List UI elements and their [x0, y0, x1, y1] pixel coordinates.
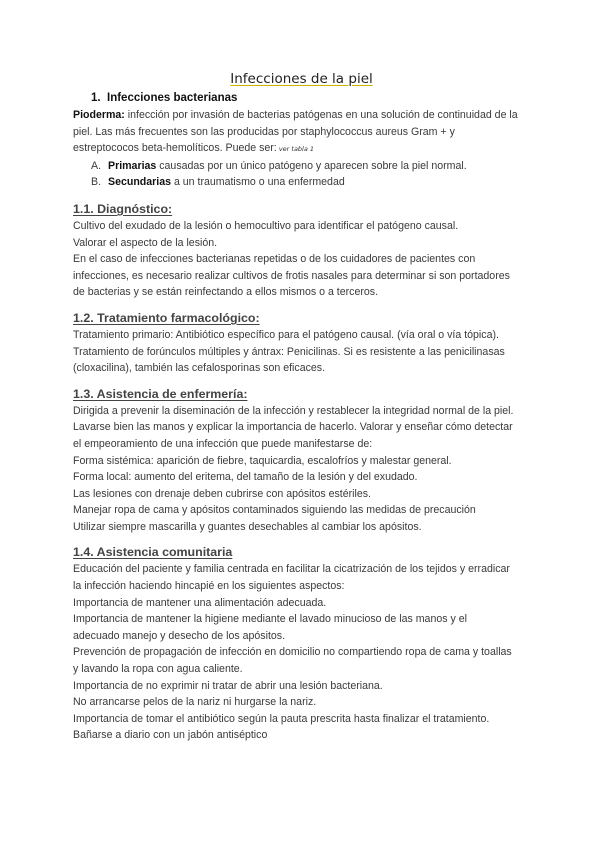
paragraph-line: Educación del paciente y familia centrada en facilitar la cicatrización de los tejidos y erradicar — [73, 563, 510, 576]
section-asistencia-comunitaria — [73, 543, 530, 744]
paragraph-line: la infección haciendo hincapié en los siguientes aspectos: — [73, 580, 345, 593]
paragraph-line: En el caso de infecciones bacterianas repetidas o de los cuidadores de pacientes con — [73, 253, 476, 266]
section-asistencia-enfermeria — [73, 385, 530, 536]
table-reference-note: ver tabla 1 — [276, 145, 315, 154]
pioderma-line-2: piel. Las más frecuentes son las producidas por staphylococcus aureus Gram + y — [73, 125, 455, 138]
heading-infecciones-bacterianas: 1. Infecciones bacterianas — [91, 92, 238, 104]
paragraph-line: el empeoramiento de una infección que puede manifestarse de: — [73, 437, 373, 450]
section-heading: 1.4. Asistencia comunitaria — [73, 545, 233, 560]
paragraph-line: Tratamiento de forúnculos múltiples y ántrax: Penicilinas. Si es resistente a las penicilinasas — [73, 345, 505, 358]
section-heading: 1.3. Asistencia de enfermería: — [73, 386, 248, 401]
paragraph-line: Lavarse bien las manos y explicar la importancia de hacerlo. Valorar y enseñar cómo detectar — [73, 421, 513, 434]
paragraph-line: Tratamiento primario: Antibiótico específico para el patógeno causal. (vía oral o vía tópica). — [73, 328, 499, 341]
section-diagnostico — [73, 200, 530, 301]
paragraph-line: Importancia de mantener una alimentación adecuada. — [73, 596, 327, 609]
pioderma-line-3: estreptococos beta-hemolíticos. Puede ser: ver tabla 1 — [73, 142, 315, 155]
paragraph-line: infecciones, es necesario realizar cultivos de frotis nasales para determinar si son portadores — [73, 269, 510, 282]
pioderma-types-list — [73, 158, 530, 191]
paragraph-line: Prevención de propagación de infección en domicilio no compartiendo ropa de cama y toallas — [73, 646, 512, 659]
paragraph-line: Importancia de no exprimir ni tratar de abrir una lesión bacteriana. — [73, 679, 383, 692]
paragraph-line: Bañarse a diario con un jabón antiséptico — [73, 729, 268, 742]
section-heading: 1.1. Diagnóstico: — [73, 201, 173, 216]
paragraph-line: Importancia de mantener la higiene mediante el lavado minucioso de las manos y el — [73, 613, 467, 626]
paragraph-line: y lavando la ropa con agua caliente. — [73, 663, 243, 676]
section-tratamiento — [73, 309, 530, 377]
paragraph-line: Las lesiones con drenaje deben cubrirse con apósitos estériles. — [73, 487, 371, 500]
list-item: A. Primarias causadas por un único patógeno y aparecen sobre la piel normal. — [91, 159, 467, 172]
paragraph-line: (cloxacilina), también las cefalosporinas son eficaces. — [73, 362, 326, 375]
paragraph-line: Forma sistémica: aparición de fiebre, taquicardia, escalofríos y malestar general. — [73, 454, 452, 467]
paragraph-line: de bacterias y se están reinfectando a ellos mismos o a terceros. — [73, 286, 379, 299]
paragraph-line: adecuado manejo y desecho de los apósitos. — [73, 629, 286, 642]
pioderma-line-1: Pioderma: infección por invasión de bacterias patógenas en una solución de continuidad de la — [73, 109, 518, 121]
paragraph-line: Utilizar siempre mascarilla y guantes desechables al cambiar los apósitos. — [73, 520, 422, 533]
paragraph-line: Cultivo del exudado de la lesión o hemocultivo para identificar el patógeno causal. — [73, 219, 459, 232]
list-item: B. Secundarias a un traumatismo o una enfermedad — [91, 176, 345, 189]
document-title: Infecciones de la piel — [230, 71, 373, 87]
paragraph-line: Forma local: aumento del eritema, del tamaño de la lesión y del exudado. — [73, 471, 418, 484]
paragraph-line: Dirigida a prevenir la diseminación de la infección y restablecer la integridad normal de la piel. — [73, 404, 514, 417]
paragraph-line: Importancia de tomar el antibiótico según la pauta prescrita hasta finalizar el tratamiento. — [73, 712, 490, 725]
pioderma-paragraph — [73, 107, 530, 158]
paragraph-line: Manejar ropa de cama y apósitos contaminados siguiendo las medidas de precaución — [73, 504, 476, 517]
paragraph-line: Valorar el aspecto de la lesión. — [73, 236, 218, 249]
paragraph-line: No arrancarse pelos de la nariz ni hurgarse la nariz. — [73, 696, 317, 709]
section-heading: 1.2. Tratamiento farmacológico: — [73, 310, 260, 325]
